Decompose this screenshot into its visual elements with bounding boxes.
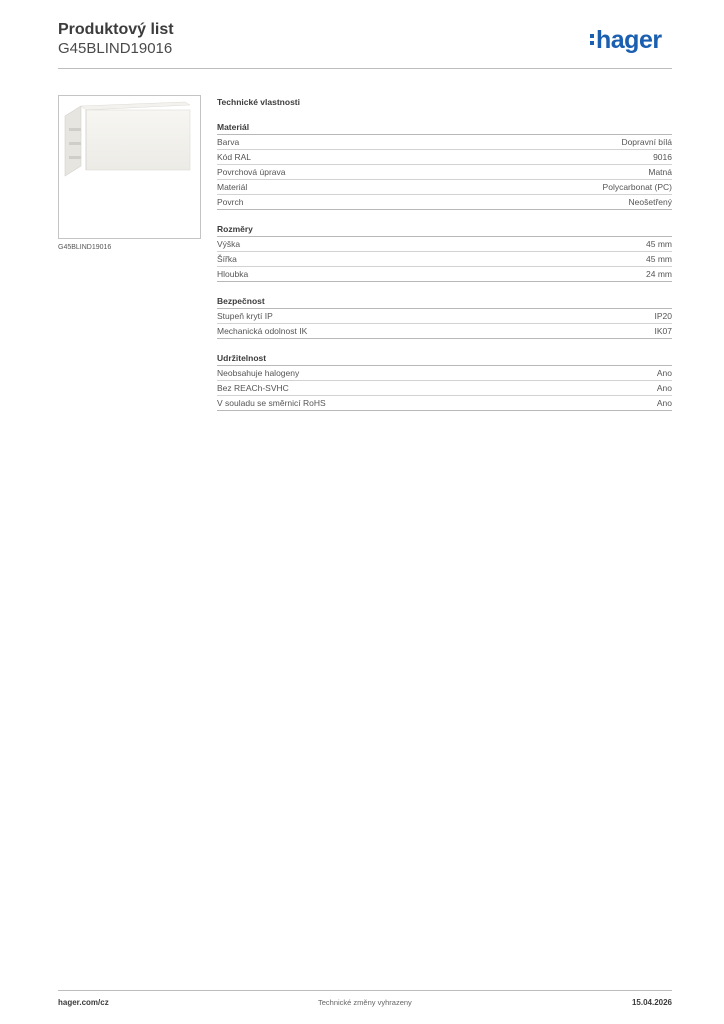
row-value: Matná [648,167,672,177]
row-value: 24 mm [646,269,672,279]
specs-title: Technické vlastnosti [217,97,300,107]
table-row [217,366,672,381]
row-value: Ano [656,398,672,408]
technical-specs [217,96,672,411]
row-label: Mechanická odolnost IK [217,326,308,336]
section-material [217,121,672,210]
row-label: Šířka [217,254,237,264]
row-label: Materiál [217,182,248,192]
section-title: Rozměry [217,223,672,237]
row-label: Bez REACh-SVHC [217,383,289,393]
footer-website: hager.com/cz [58,998,109,1007]
section-sustainability [217,352,672,411]
table-row [217,267,672,282]
row-label: Povrch [217,197,244,207]
row-value: 9016 [653,152,672,162]
product-caption: G45BLIND19016 [58,244,112,251]
product-code: G45BLIND19016 [58,40,173,57]
row-label: Hloubka [217,269,249,279]
page-title: Produktový list [58,21,174,38]
section-title: Udržitelnost [217,352,672,366]
row-label: V souladu se směrnicí RoHS [217,398,326,408]
product-blind-cover-icon [59,96,200,238]
table-row [217,396,672,411]
row-value: Ano [656,383,672,393]
row-value: Ano [656,368,672,378]
footer-divider [58,990,672,991]
row-value: Dopravní bílá [621,137,672,147]
table-row [217,252,672,267]
table-row [217,237,672,252]
row-label: Barva [217,137,240,147]
table-row [217,324,672,339]
row-label: Povrchová úprava [217,167,286,177]
row-label: Kód RAL [217,152,252,162]
row-value: 45 mm [646,254,672,264]
row-label: Neobsahuje halogeny [217,368,300,378]
footer-date: 15.04.2026 [631,998,672,1007]
section-title: Materiál [217,121,672,135]
table-row [217,135,672,150]
table-row [217,381,672,396]
table-row [217,150,672,165]
row-label: Stupeň krytí IP [217,311,273,321]
table-row [217,309,672,324]
hager-logo [590,28,662,53]
logo-dots-icon [590,34,594,48]
footer-note: Technické změny vyhrazeny [318,998,412,1007]
table-row [217,180,672,195]
table-row [217,195,672,210]
header-divider [58,68,672,69]
section-title: Bezpečnost [217,295,672,309]
row-value: Polycarbonat (PC) [602,182,672,192]
row-label: Výška [217,239,241,249]
row-value: 45 mm [646,239,672,249]
product-image [58,95,201,239]
row-value: Neošetřený [628,197,672,207]
row-value: IP20 [654,311,672,321]
table-row [217,165,672,180]
row-value: IK07 [654,326,672,336]
section-safety [217,295,672,339]
logo-text: hager [596,26,662,54]
section-dimensions [217,223,672,282]
